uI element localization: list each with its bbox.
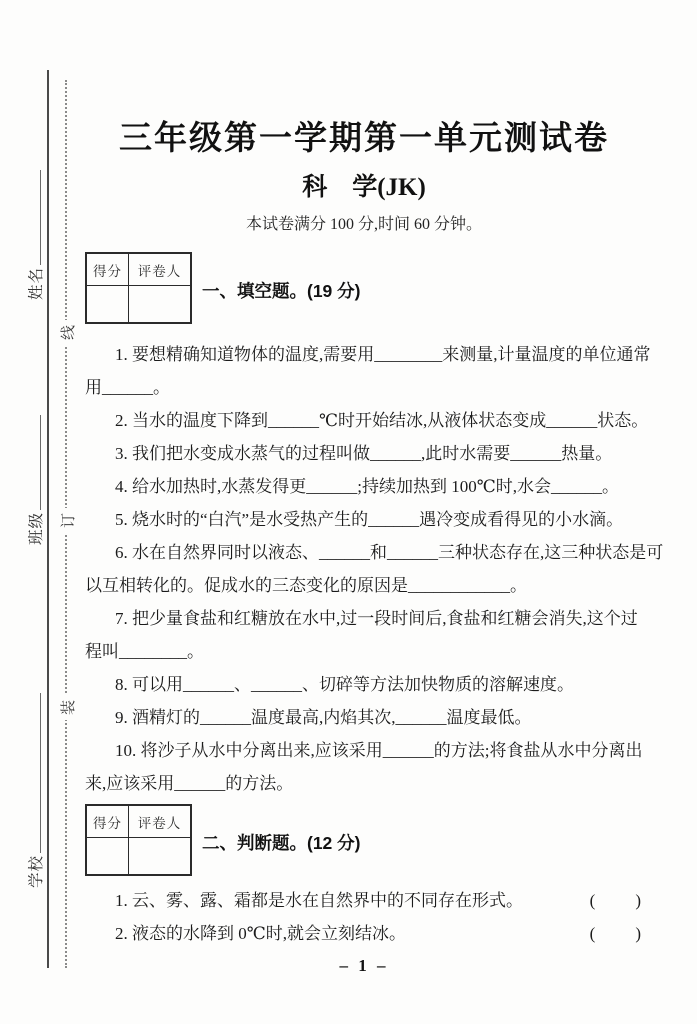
school-fill-line [36, 693, 41, 853]
section-1-header [85, 252, 643, 324]
name-label: 姓名 [28, 266, 45, 300]
school-label: 学校 [28, 854, 45, 888]
section-2-heading: 二、判断题。(12 分) [202, 833, 361, 853]
question-line: 3. 我们把水变成水蒸气的过程叫做______,此时水需要______热量。 [115, 444, 613, 463]
margin-rule-line [47, 70, 49, 968]
grader-label: 评卷人 [129, 806, 190, 838]
exam-info-line: 本试卷满分 100 分,时间 60 分钟。 [245, 216, 482, 233]
question-line: 8. 可以用______、______、切碎等方法加快物质的溶解速度。 [115, 675, 574, 694]
binding-char-ding: 订 [56, 507, 77, 532]
grader-label: 评卷人 [129, 254, 190, 286]
section-1-heading: 一、填空题。(19 分) [202, 281, 361, 301]
question-line: 7. 把少量食盐和红糖放在水中,过一段时间后,食盐和红糖会消失,这个过 [115, 609, 638, 628]
exam-title: 三年级第一学期第一单元测试卷 [119, 121, 609, 157]
class-fill-line [36, 415, 41, 510]
student-name-field [24, 170, 46, 300]
binding-char-xian: 线 [56, 320, 77, 345]
score-label: 得分 [87, 254, 129, 286]
tf-question [85, 884, 643, 917]
student-school-field [24, 693, 46, 888]
score-table-2 [85, 804, 192, 876]
score-value-cell [87, 838, 129, 874]
question-line: 9. 酒精灯的______温度最高,内焰其次,______温度最低。 [115, 708, 532, 727]
question-line: 用______。 [85, 378, 170, 397]
grader-value-cell [129, 286, 190, 322]
binding-char-zhuang: 装 [56, 695, 77, 720]
binding-line-text [57, 320, 77, 720]
fill-in-questions [85, 338, 664, 800]
score-table-1 [85, 252, 192, 324]
grader-value-cell [129, 838, 190, 874]
tf-question [85, 917, 643, 950]
tf-question-text: 2. 液态的水降到 0℃时,就会立刻结冰。 [115, 924, 407, 943]
page-number: – 1 – [339, 956, 389, 975]
question-line: 6. 水在自然界同时以液态、______和______三种状态存在,这三种状态是可 [115, 543, 664, 562]
question-line: 程叫________。 [85, 642, 204, 661]
question-line: 1. 要想精确知道物体的温度,需要用________来测量,计量温度的单位通常 [115, 345, 651, 364]
class-label: 班级 [28, 511, 45, 545]
exam-content [85, 0, 664, 976]
name-fill-line [36, 170, 41, 265]
true-false-questions [85, 884, 643, 950]
question-line: 以互相转化的。促成水的三态变化的原因是____________。 [85, 576, 527, 595]
section-2-header [85, 804, 643, 876]
tf-question-text: 1. 云、雾、露、霜都是水在自然界中的不同存在形式。 [115, 891, 523, 910]
subject-title: 科 学(JK) [302, 174, 426, 201]
answer-bracket: ( ) [589, 891, 643, 910]
question-line: 来,应该采用______的方法。 [85, 774, 294, 793]
question-line: 10. 将沙子从水中分离出来,应该采用______的方法;将食盐从水中分离出 [115, 741, 643, 760]
student-class-field [24, 415, 46, 545]
question-line: 5. 烧水时的“白汽”是水受热产生的______遇冷变成看得见的小水滴。 [115, 510, 624, 529]
answer-bracket: ( ) [589, 924, 643, 943]
question-line: 4. 给水加热时,水蒸发得更______;持续加热到 100℃时,水会______。 [115, 477, 619, 496]
question-line: 2. 当水的温度下降到______℃时开始结冰,从液体状态变成______状态。 [115, 411, 649, 430]
score-label: 得分 [87, 806, 129, 838]
score-value-cell [87, 286, 129, 322]
